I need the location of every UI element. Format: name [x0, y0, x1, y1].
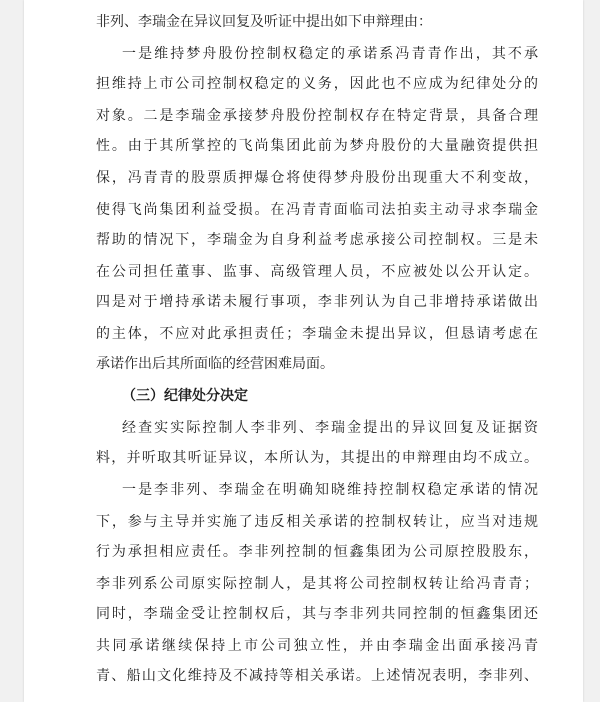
- paragraph-line: 李非列系公司原实际控制人，是其将公司控制权转让给冯青青；: [96, 576, 538, 592]
- paragraph-line: 保，冯青青的股票质押爆仓将使得梦舟股份出现重大不利变故，: [96, 170, 538, 186]
- paragraph-line: 经查实实际控制人李非列、李瑞金提出的异议回复及证据资: [122, 420, 538, 436]
- paragraph-line: 对象。二是李瑞金承接梦舟股份控制权存在特定背景，具备合理: [96, 108, 538, 124]
- paragraph-line: 下，参与主导并实施了违反相关承诺的控制权转让，应当对违规: [96, 514, 538, 530]
- paragraph-line: 的主体，不应对此承担责任；李瑞金未提出异议，但恳请考虑在: [96, 326, 538, 342]
- text-line: 非列、李瑞金在异议回复及听证中提出如下申辩理由：: [96, 14, 432, 30]
- section-heading: （三）纪律处分决定: [122, 388, 248, 404]
- paragraph-line: 同时，李瑞金受让控制权后，其与李非列共同控制的恒鑫集团还: [96, 606, 538, 622]
- paragraph-line: 行为承担相应责任。李非列控制的恒鑫集团为公司原控股股东，: [96, 544, 538, 560]
- paragraph-line: 一是维持梦舟股份控制权稳定的承诺系冯青青作出，其不承: [122, 46, 538, 62]
- paragraph-line: 一是李非列、李瑞金在明确知晓维持控制权稳定承诺的情况: [122, 482, 538, 498]
- paragraph-line: 在公司担任董事、监事、高级管理人员，不应被处以公开认定。: [96, 264, 538, 280]
- paragraph-line: 承诺作出后其所面临的经营困难局面。: [96, 356, 334, 372]
- paragraph-line: 使得飞尚集团利益受损。在冯青青面临司法拍卖主动寻求李瑞金: [96, 202, 538, 218]
- paragraph-line: 帮助的情况下，李瑞金为自身利益考虑承接公司控制权。三是未: [96, 232, 538, 248]
- paragraph-line: 共同承诺继续保持上市公司独立性，并由李瑞金出面承接冯青: [96, 638, 538, 654]
- paragraph-line: 担维持上市公司控制权稳定的义务，因此也不应成为纪律处分的: [96, 76, 538, 92]
- paragraph-line: 料，并听取其听证异议，本所认为，其提出的申辩理由均不成立。: [96, 450, 538, 466]
- paragraph-line: 性。由于其所掌控的飞尚集团此前为梦舟股份的大量融资提供担: [96, 138, 538, 154]
- document-page: [24, 0, 583, 702]
- paragraph-line: 青、船山文化维持及不减持等相关承诺。上述情况表明，李非列、: [96, 668, 538, 684]
- paragraph-line: 四是对于增持承诺未履行事项，李非列认为自己非增持承诺做出: [96, 294, 538, 310]
